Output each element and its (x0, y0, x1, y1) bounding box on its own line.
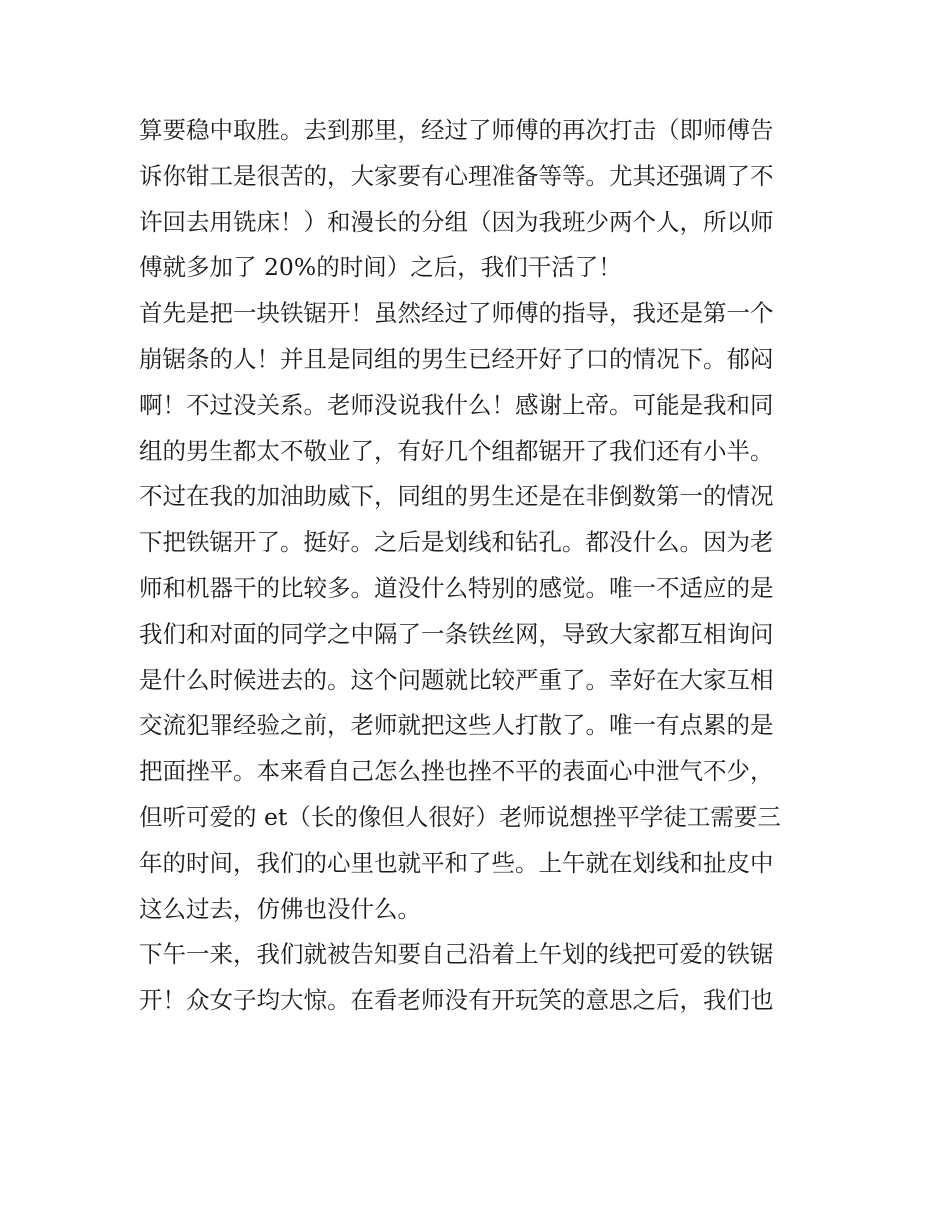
text-line: 把面挫平。本来看自己怎么挫也挫不平的表面心中泄气不少， (139, 757, 774, 786)
document-body (139, 108, 819, 1024)
text-line: 诉你钳工是很苦的，大家要有心理准备等等。尤其还强调了不 (139, 161, 774, 190)
text-line: 师和机器干的比较多。道没什么特别的感觉。唯一不适应的是 (139, 573, 774, 602)
text-line: 啊！不过没关系。老师没说我什么！感谢上帝。可能是我和同 (139, 390, 774, 419)
text-line: 年的时间，我们的心里也就平和了些。上午就在划线和扯皮中 (139, 848, 774, 877)
text-line: 交流犯罪经验之前，老师就把这些人打散了。唯一有点累的是 (139, 711, 774, 740)
text-line: 开！众女子均大惊。在看老师没有开玩笑的意思之后，我们也 (139, 986, 774, 1015)
text-line: 下把铁锯开了。挺好。之后是划线和钻孔。都没什么。因为老 (139, 528, 774, 557)
text-line: 组的男生都太不敬业了，有好几个组都锯开了我们还有小半。 (139, 436, 774, 465)
text-line: 算要稳中取胜。去到那里，经过了师傅的再次打击（即师傅告 (139, 116, 774, 144)
text-line: 傅就多加了 20%的时间）之后，我们干活了！ (139, 253, 622, 282)
text-line: 我们和对面的同学之中隔了一条铁丝网，导致大家都互相询问 (139, 619, 774, 648)
text-line: 首先是把一块铁锯开！虽然经过了师傅的指导，我还是第一个 (139, 299, 774, 328)
text-line: 下午一来，我们就被告知要自己沿着上午划的线把可爱的铁锯 (139, 940, 774, 969)
text-line: 不过在我的加油助威下，同组的男生还是在非倒数第一的情况 (139, 482, 774, 511)
text-line: 但听可爱的 et（长的像但人很好）老师说想挫平学徒工需要三 (139, 802, 781, 831)
text-line: 这么过去，仿佛也没什么。 (139, 894, 421, 923)
text-line: 是什么时候进去的。这个问题就比较严重了。幸好在大家互相 (139, 665, 774, 694)
text-line: 许回去用铣床！）和漫长的分组（因为我班少两个人，所以师 (139, 207, 774, 236)
text-line: 崩锯条的人！并且是同组的男生已经开好了口的情况下。郁闷 (139, 344, 774, 373)
